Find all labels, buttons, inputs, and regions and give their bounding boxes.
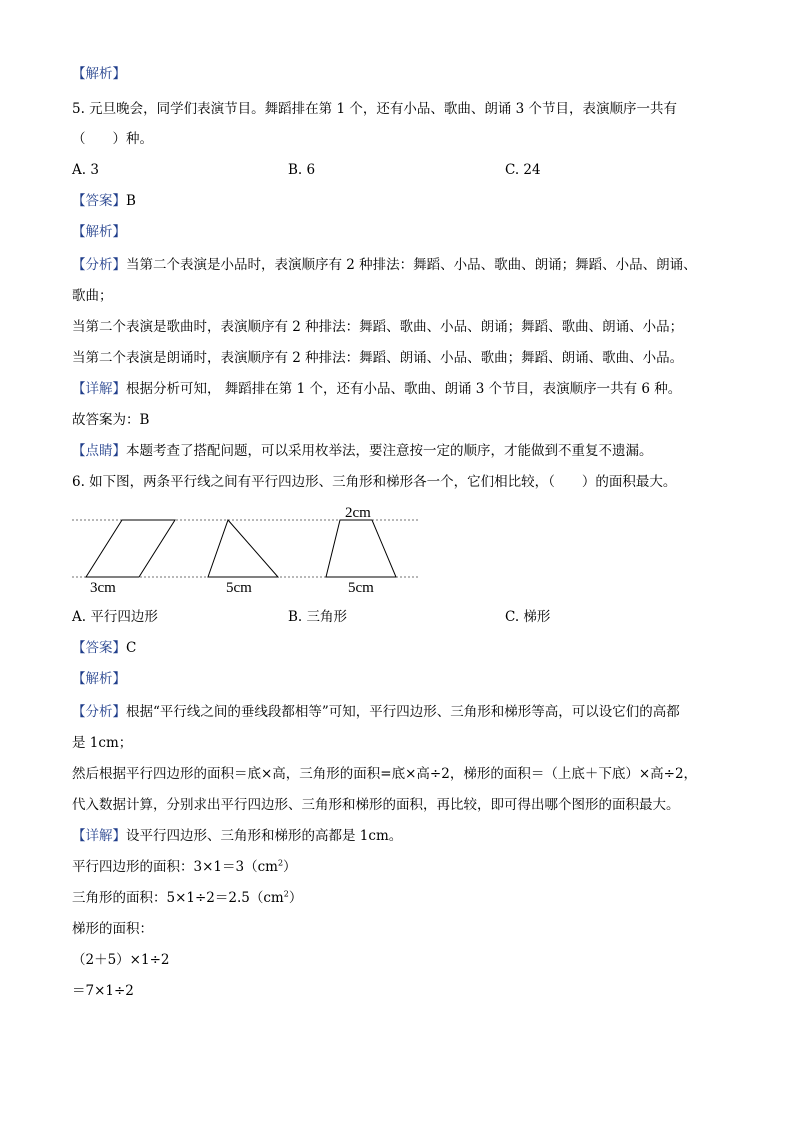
dianjing-tag: 【点睛】 — [72, 443, 126, 459]
q5-dianjing — [72, 443, 653, 459]
q5-answer — [72, 193, 136, 209]
q5-xiangjie — [72, 381, 681, 397]
calc-trapezoid-line1: （2＋5）×1÷2 — [72, 952, 170, 968]
calc-text: ） — [283, 859, 297, 875]
calc-text: ） — [288, 890, 303, 906]
q6-option-b: B. 三角形 — [288, 609, 348, 625]
q6-option-a: A. 平行四边形 — [72, 609, 158, 625]
q5-fenxi-line4: 当第二个表演是朗诵时，表演顺序有 2 种排法：舞蹈、朗诵、小品、歌曲；舞蹈、朗诵、歌曲、小品。 — [72, 350, 684, 366]
triangle-base-label: 5cm — [226, 580, 252, 596]
superscript: 2 — [277, 858, 284, 868]
q5-fenxi-line1 — [72, 257, 697, 273]
fenxi-text: 根据“平行线之间的垂线段都相等”可知，平行四边形、三角形和梯形等高，可以设它们的高都 — [126, 704, 680, 720]
triangle-shape — [208, 520, 278, 577]
parallelogram-shape — [86, 520, 175, 577]
calc-trapezoid-line2: ＝7×1÷2 — [72, 983, 134, 999]
xiangjie-tag: 【详解】 — [72, 828, 126, 844]
calc-parallelogram — [72, 859, 297, 875]
parallelogram-base-label: 3cm — [90, 580, 116, 596]
answer-tag: 【答案】 — [72, 193, 126, 209]
calc-text: 平行四边形的面积：3×1＝3（cm — [72, 859, 278, 875]
calc-triangle — [72, 890, 302, 906]
q5-stem-line2: （ ）种。 — [72, 131, 153, 147]
answer-value: C — [126, 640, 137, 656]
q6-fenxi-line1 — [72, 704, 680, 720]
xiangjie-tag: 【详解】 — [72, 381, 126, 397]
q5-option-c: C. 24 — [505, 162, 541, 178]
answer-tag: 【答案】 — [72, 640, 126, 656]
q5-option-a: A. 3 — [72, 162, 99, 178]
trapezoid-base-label: 5cm — [348, 580, 374, 596]
trapezoid-top-label: 2cm — [345, 505, 371, 521]
fenxi-tag: 【分析】 — [72, 257, 126, 273]
q5-option-b: B. 6 — [288, 162, 316, 178]
dianjing-text: 本题考查了搭配问题，可以采用枚举法，要注意按一定的顺序，才能做到不重复不遗漏。 — [126, 443, 653, 459]
q6-stem: 6. 如下图，两条平行线之间有平行四边形、三角形和梯形各一个，它们相比较，（ ）的面积最大。 — [72, 474, 677, 490]
q5-fenxi-line2: 歌曲； — [72, 288, 113, 304]
xiangjie-text: 设平行四边形、三角形和梯形的高都是 1cm。 — [126, 828, 403, 844]
q6-figure — [0, 500, 794, 600]
q5-jiexi-tag: 【解析】 — [72, 224, 126, 240]
fenxi-tag: 【分析】 — [72, 704, 126, 720]
trapezoid-shape — [326, 520, 396, 577]
q6-answer — [72, 640, 136, 656]
q6-fenxi-line2: 是 1cm； — [72, 735, 133, 751]
calc-text: 三角形的面积：5×1÷2＝2.5（cm — [72, 890, 284, 906]
q6-jiexi-tag: 【解析】 — [72, 671, 126, 687]
q6-fenxi-line4: 代入数据计算，分别求出平行四边形、三角形和梯形的面积，再比较，即可得出哪个图形的面积最大。 — [72, 797, 680, 813]
calc-trapezoid-head: 梯形的面积： — [72, 921, 153, 937]
q6-fenxi-line3: 然后根据平行四边形的面积＝底×高，三角形的面积=底×高÷2，梯形的面积＝（上底＋下底）×高÷2， — [72, 766, 698, 782]
q5-stem-line1: 5. 元旦晚会，同学们表演节目。舞蹈排在第 1 个，还有小品、歌曲、朗诵 3 个节目，表演顺序一共有 — [72, 101, 678, 117]
q5-final-answer: 故答案为：B — [72, 412, 150, 428]
jiexi-header: 【解析】 — [72, 66, 126, 82]
answer-value: B — [126, 193, 136, 209]
xiangjie-text: 根据分析可知， 舞蹈排在第 1 个，还有小品、歌曲、朗诵 3 个节目，表演顺序一共有 6 种。 — [126, 381, 682, 397]
q6-option-c: C. 梯形 — [505, 609, 551, 625]
q5-fenxi-line3: 当第二个表演是歌曲时，表演顺序有 2 种排法：舞蹈、歌曲、小品、朗诵；舞蹈、歌曲、朗诵、小品； — [72, 319, 684, 335]
fenxi-text: 当第二个表演是小品时，表演顺序有 2 种排法：舞蹈、小品、歌曲、朗诵；舞蹈、小品、朗诵、 — [126, 257, 697, 273]
superscript: 2 — [283, 889, 289, 899]
q6-xiangjie — [72, 828, 402, 844]
